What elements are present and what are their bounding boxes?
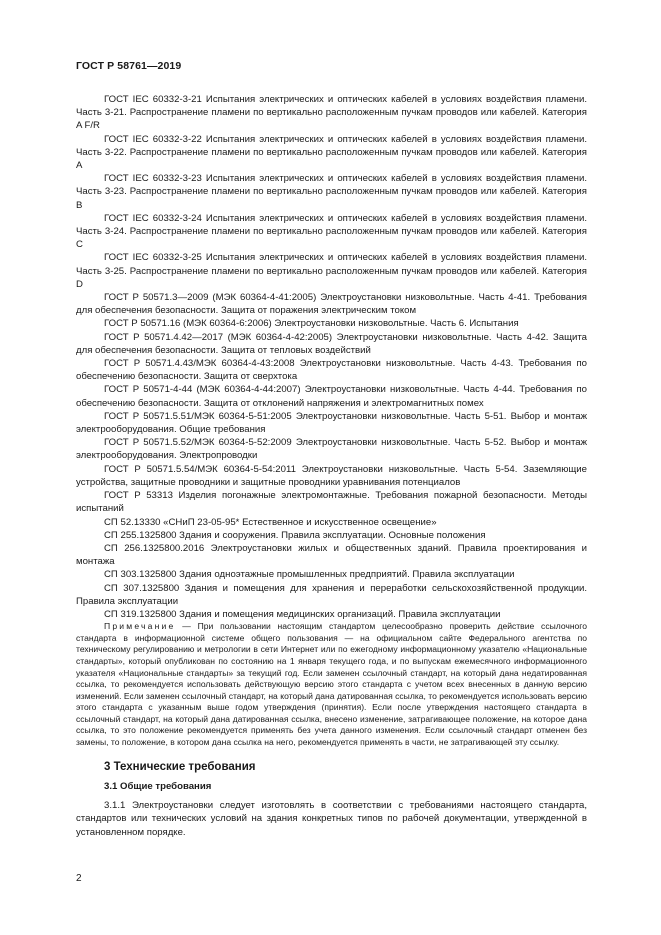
reference-item: СП 52.13330 «СНиП 23-05-95* Естественное и искусственное освещение» xyxy=(104,516,437,528)
reference-item: ГОСТ Р 50571.4.42—2017 (МЭК 60364-4-42:2005) Электроустановки низковольтные. Часть 4-42. Защита для обеспечения безопасности. Защита от тепловых воздействий xyxy=(76,331,587,356)
reference-item: ГОСТ IEC 60332-3-21 Испытания электрических и оптических кабелей в условиях воздействия пламени. Часть 3-21. Распространение пламени по вертикально расположенным пучкам проводов или кабелей. Категория A F/R xyxy=(76,94,587,132)
reference-item: СП 303.1325800 Здания одноэтажные промышленных предприятий. Правила эксплуатации xyxy=(104,569,515,581)
page-number: 2 xyxy=(76,873,82,884)
body-paragraph: 3.1.1 Электроустановки следует изготовлять в соответствии с требованиями настоящего стандарта, стандартов или технических условий на здания конкретных типов по рабочей документации, утвержденной в установленном порядке. xyxy=(76,799,587,838)
reference-item: СП 307.1325800 Здания и помещения для хранения и переработки сельскохозяйственной продукции. Правила эксплуатации xyxy=(76,582,587,607)
subsection-heading: 3.1 Общие требования xyxy=(104,780,212,792)
reference-item: ГОСТ IEC 60332-3-22 Испытания электрических и оптических кабелей в условиях воздействия пламени. Часть 3-22. Распространение пламени по вертикально расположенным пучкам проводов или кабелей. Категория A xyxy=(76,133,587,172)
reference-item: ГОСТ Р 50571.16 (МЭК 60364-6:2006) Электроустановки низковольтные. Часть 6. Испытания xyxy=(104,318,519,330)
reference-item: СП 255.1325800 Здания и сооружения. Правила эксплуатации. Основные положения xyxy=(104,529,486,541)
reference-item: ГОСТ IEC 60332-3-24 Испытания электрических и оптических кабелей в условиях воздействия пламени. Часть 3-24. Распространение пламени по вертикально расположенным пучкам проводов или кабелей. Категория C xyxy=(76,212,587,251)
reference-item: ГОСТ Р 50571.5.51/МЭК 60364-5-51:2005 Электроустановки низковольтные. Часть 5-51. Выбор и монтаж электрооборудования. Общие требования xyxy=(76,410,587,436)
reference-item: ГОСТ IEC 60332-3-25 Испытания электрических и оптических кабелей в условиях воздействия пламени. Часть 3-25. Распространение пламени по вертикально расположенным пучкам проводов или кабелей. Категория D xyxy=(76,252,587,290)
reference-item: ГОСТ Р 53313 Изделия погонажные электромонтажные. Требования пожарной безопасности. Методы испытаний xyxy=(76,490,587,515)
note-paragraph xyxy=(76,621,587,749)
references-list xyxy=(76,93,587,621)
reference-item: ГОСТ Р 50571.3—2009 (МЭК 60364-4-41:2005) Электроустановки низковольтные. Часть 4-41. Требования для обеспечения безопасности. Защита от поражения электрическим током xyxy=(76,292,587,317)
note-text: — При пользовании настоящим стандартом целесообразно проверить действие ссылочного стандарта в информационной системе общего пользования — на официальном сайте Федерального агентства по техническому регулированию и метрологии в сети Интернет или по ежегодному информационному указателю «Национальные стандарты», который опубликован по состоянию на 1 января текущего года, и по выпускам ежемесячного информационного указателя «Национальные стандарты» за текущий год. Если заменен ссылочный стандарт, на который дана недатированная ссылка, то рекомендуется использовать действующую версию этого стандарта с учетом всех внесенных в данную версию изменений. Если заменен ссылочный стандарт, на который дана датированная ссылка, то рекомендуется использовать версию этого стандарта с указанным выше годом утверждения (принятия). Если после утверждения настоящего стандарта в ссылочный стандарт, на который дана датированная ссылка, внесено изменение, затрагивающее положение, на которое дана ссылка, то это положение рекомендуется применять без учета данного изменения. Если ссылочный стандарт отменен без замены, то положение, в котором дана ссылка на него, рекомендуется применять в части, не затрагивающей эту ссылку. xyxy=(76,621,587,748)
note-label: Примечание xyxy=(104,621,176,632)
standard-id-header: ГОСТ Р 58761—2019 xyxy=(76,60,182,72)
section-heading: 3 Технические требования xyxy=(104,760,256,773)
reference-item: ГОСТ Р 50571.5.54/МЭК 60364-5-54:2011 Электроустановки низковольтные. Часть 5-54. Заземляющие устройства, защитные проводники и защитные проводники уравнивания потенциалов xyxy=(76,463,587,488)
reference-item: СП 319.1325800 Здания и помещения медицинских организаций. Правила эксплуатации xyxy=(104,608,501,620)
reference-item: ГОСТ IEC 60332-3-23 Испытания электрических и оптических кабелей в условиях воздействия пламени. Часть 3-23. Распространение пламени по вертикально расположенным пучкам проводов или кабелей. Категория B xyxy=(76,173,587,211)
reference-item: ГОСТ Р 50571.5.52/МЭК 60364-5-52:2009 Электроустановки низковольтные. Часть 5-52. Выбор и монтаж электрооборудования. Электропроводки xyxy=(76,437,587,462)
document-body xyxy=(76,93,587,839)
reference-item: СП 256.1325800.2016 Электроустановки жилых и общественных зданий. Правила проектирования и монтажа xyxy=(76,542,587,568)
reference-item: ГОСТ Р 50571.4.43/МЭК 60364-4-43:2008 Электроустановки низковольтные. Часть 4-43. Требования по обеспечению безопасности. Защита от сверхтока xyxy=(76,358,587,383)
reference-item: ГОСТ Р 50571-4-44 (МЭК 60364-4-44:2007) Электроустановки низковольтные. Часть 4-44. Требования по обеспечению безопасности. Защита от отклонений напряжения и электромагнитных помех xyxy=(76,384,587,409)
